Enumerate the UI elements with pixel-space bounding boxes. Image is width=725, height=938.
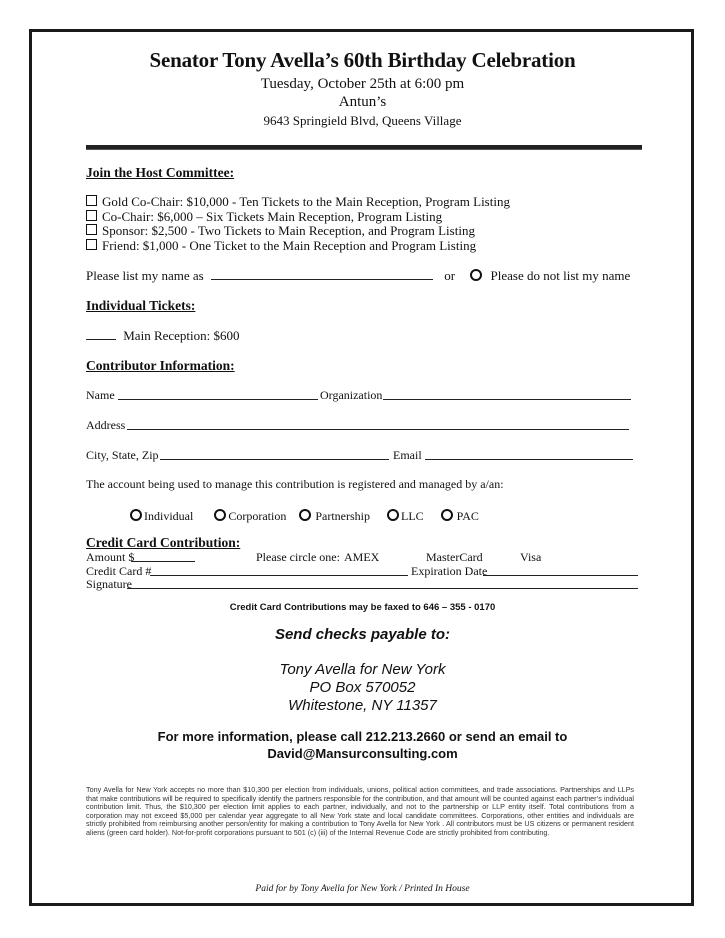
circle-one-label: Please circle one: [256, 550, 340, 564]
pac-radio[interactable] [441, 509, 453, 521]
card-number-field[interactable] [150, 575, 408, 576]
entity-individual[interactable] [130, 509, 193, 523]
gold-co-chair-label: Gold Co-Chair: $10,000 - Ten Tickets to the Main Reception, Program Listing [102, 194, 510, 209]
more-info-line: For more information, please call 212.213.2660 or send an email to [157, 729, 568, 744]
entity-type-options [130, 509, 479, 524]
list-name-row [86, 268, 630, 284]
sponsor-label: Sponsor: $2,500 - Two Tickets to Main Reception, and Program Listing [102, 223, 475, 238]
checks-po-box: PO Box 570052 [309, 679, 416, 696]
contributor-heading: Contributor Information: [86, 358, 235, 373]
corporation-radio[interactable] [214, 509, 226, 521]
host-option-friend[interactable] [86, 238, 476, 254]
gold-co-chair-checkbox[interactable] [86, 195, 97, 206]
co-chair-label: Co-Chair: $6,000 – Six Tickets Main Reception, Program Listing [102, 209, 443, 224]
event-title: Senator Tony Avella’s 60th Birthday Celebration [149, 48, 576, 72]
signature-field[interactable] [127, 588, 638, 589]
contact-email-link[interactable]: David@Mansurconsulting.com [267, 746, 458, 761]
checks-payee: Tony Avella for New York [279, 661, 446, 678]
amount-field[interactable] [131, 561, 195, 562]
co-chair-checkbox[interactable] [86, 210, 97, 221]
email-label: Email [393, 448, 422, 462]
host-option-sponsor[interactable] [86, 223, 475, 239]
organization-field[interactable] [383, 399, 631, 400]
main-reception-row [86, 328, 240, 344]
card-visa[interactable]: Visa [520, 550, 542, 564]
page-border [29, 29, 694, 906]
event-venue: Antun’s [338, 94, 387, 110]
card-amex[interactable]: AMEX [344, 550, 380, 564]
pac-label: PAC [456, 509, 479, 523]
card-mastercard[interactable]: MasterCard [426, 550, 483, 564]
list-name-field[interactable] [211, 268, 433, 280]
individual-radio[interactable] [130, 509, 142, 521]
llc-label: LLC [400, 509, 424, 523]
entity-llc[interactable] [387, 509, 424, 523]
partnership-radio[interactable] [299, 509, 311, 521]
city-state-zip-label: City, State, Zip [86, 448, 159, 462]
list-name-label: Please list my name as [86, 268, 204, 283]
card-number-label: Credit Card # [86, 564, 152, 578]
paid-for-footer: Paid for by Tony Avella for New York / Printed In House [255, 884, 470, 894]
host-option-gold[interactable] [86, 194, 510, 210]
do-not-list-label: Please do not list my name [490, 268, 631, 283]
event-address: 9643 Springield Blvd, Queens Village [263, 113, 462, 128]
checks-city: Whitestone, NY 11357 [288, 697, 437, 714]
address-field[interactable] [127, 429, 629, 430]
email-field[interactable] [425, 459, 633, 460]
expiration-label: Expiration Date [411, 564, 488, 578]
or-label: or [444, 268, 456, 283]
individual-tickets-heading: Individual Tickets: [86, 298, 196, 313]
main-reception-quantity-field[interactable] [86, 328, 116, 340]
legal-disclaimer: Tony Avella for New York accepts no more than $10,300 per election from individuals, unions, political action committees, and trade associations. Partnerships and LLPs that make contributions will be required to specifically identify the partners responsible for the contribution, and that amount will be counted against each partner’s individual contribution limit. Thus, the $10,300 per election limit applies to each partner, individually, and not to the partnership or LLP entity itself. Total contributions from a corporation may not exceed $5,000 per calendar year aggregate to all New York state and local candidate committees. Corporations, other entities and individuals are strictly prohibited from reimbursing another person/entity for making a contribution to Tony Avella for New York . All contributors must be US citizens or permanent resident aliens (green card holder). Not-for-profit corporations pursuant to 501 (c) (iii) of the Internal Revenue Code are strictly prohibited from contributing. [86, 785, 634, 837]
city-state-zip-field[interactable] [160, 459, 389, 460]
entity-pac[interactable] [441, 509, 479, 523]
entity-partnership[interactable] [299, 509, 370, 523]
entity-corporation[interactable] [214, 509, 286, 523]
main-reception-label: Main Reception: $600 [123, 328, 240, 343]
name-label: Name [86, 388, 115, 402]
fax-note: Credit Card Contributions may be faxed to 646 – 355 - 0170 [229, 602, 496, 613]
llc-radio[interactable] [387, 509, 399, 521]
event-date-time: Tuesday, October 25th at 6:00 pm [260, 76, 465, 92]
sponsor-checkbox[interactable] [86, 224, 97, 235]
amount-label: Amount $ [86, 550, 135, 564]
expiration-field[interactable] [483, 575, 638, 576]
checks-heading: Send checks payable to: [274, 626, 451, 643]
do-not-list-radio[interactable] [470, 269, 482, 281]
partnership-label: Partnership [315, 509, 370, 523]
address-label: Address [86, 418, 126, 432]
header-divider [86, 145, 642, 150]
credit-card-heading: Credit Card Contribution: [86, 535, 241, 550]
account-text: The account being used to manage this contribution is registered and managed by a/an: [86, 477, 504, 491]
corporation-label: Corporation [228, 509, 287, 523]
host-committee-heading: Join the Host Committee: [86, 165, 235, 180]
friend-checkbox[interactable] [86, 239, 97, 250]
name-field[interactable] [118, 399, 318, 400]
friend-label: Friend: $1,000 - One Ticket to the Main Reception and Program Listing [102, 238, 477, 253]
signature-label: Signature [86, 577, 132, 591]
individual-label: Individual [144, 509, 194, 523]
organization-label: Organization [320, 388, 383, 402]
